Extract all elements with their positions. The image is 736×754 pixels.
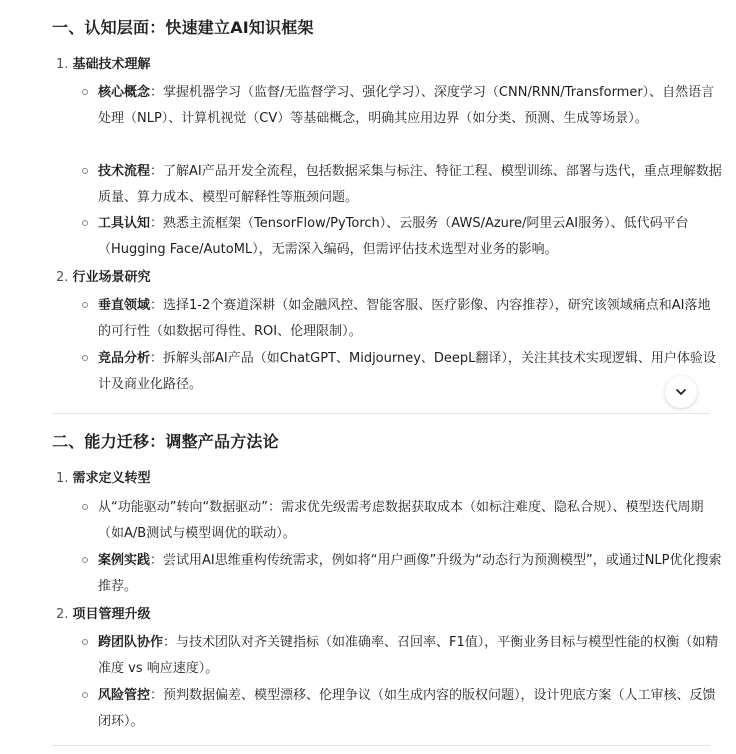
subsection-heading: 2. 行业场景研究 (56, 270, 151, 285)
bullet-icon (82, 89, 88, 95)
list-item: 风险管控：预判数据偏差、模型漂移、伦理争议（如生成内容的版权问题），设计兜底方案（人工审核、反馈闭环）。 (82, 683, 722, 735)
list-item: 跨团队协作：与技术团队对齐关键指标（如准确率、召回率、F1值），平衡业务目标与模型性能的权衡（如精准度 vs 响应速度）。 (82, 630, 722, 682)
list-item: 工具认知：熟悉主流框架（TensorFlow/PyTorch）、云服务（AWS/Azure/阿里云AI服务）、低代码平台（Hugging Face/AutoML），无需深入编码，但需评估技术选型对业务的影响。 (82, 211, 722, 263)
list-item: 核心概念：掌握机器学习（监督/无监督学习、强化学习）、深度学习（CNN/RNN/Transformer）、自然语言处理（NLP）、计算机视觉（CV）等基础概念，明确其应用边界（如分类、预测、生成等场景）。 (82, 80, 722, 132)
section-divider (52, 745, 710, 746)
section-heading: 二、能力迁移：调整产品方法论 (52, 432, 279, 451)
subsection-heading: 2. 项目管理升级 (56, 607, 151, 622)
list-item: 从“功能驱动”转向“数据驱动”：需求优先级需考虑数据获取成本（如标注难度、隐私合规）、模型迭代周期（如A/B测试与模型调优的联动）。 (82, 495, 722, 547)
list-item: 竞品分析：拆解头部AI产品（如ChatGPT、Midjourney、DeepL翻译），关注其技术实现逻辑、用户体验设计及商业化路径。 (82, 346, 722, 398)
bullet-icon (82, 557, 88, 563)
list-item: 技术流程：了解AI产品开发全流程，包括数据采集与标注、特征工程、模型训练、部署与迭代，重点理解数据质量、算力成本、模型可解释性等瓶颈问题。 (82, 159, 722, 211)
collapse-button[interactable] (665, 376, 697, 408)
bullet-icon (82, 302, 88, 308)
section-divider (52, 413, 710, 414)
bullet-icon (82, 692, 88, 698)
section-heading: 一、认知层面：快速建立AI知识框架 (52, 18, 314, 37)
bullet-icon (82, 355, 88, 361)
bullet-icon (82, 504, 88, 510)
list-item: 案例实践：尝试用AI思维重构传统需求，例如将“用户画像”升级为“动态行为预测模型”，或通过NLP优化搜索推荐。 (82, 548, 722, 600)
subsection-heading: 1. 需求定义转型 (56, 471, 151, 486)
bullet-icon (82, 168, 88, 174)
chevron-down-icon (674, 385, 688, 399)
bullet-icon (82, 639, 88, 645)
list-item: 垂直领域：选择1-2个赛道深耕（如金融风控、智能客服、医疗影像、内容推荐），研究该领域痛点和AI落地的可行性（如数据可得性、ROI、伦理限制）。 (82, 293, 722, 345)
subsection-heading: 1. 基础技术理解 (56, 57, 151, 72)
bullet-icon (82, 220, 88, 226)
